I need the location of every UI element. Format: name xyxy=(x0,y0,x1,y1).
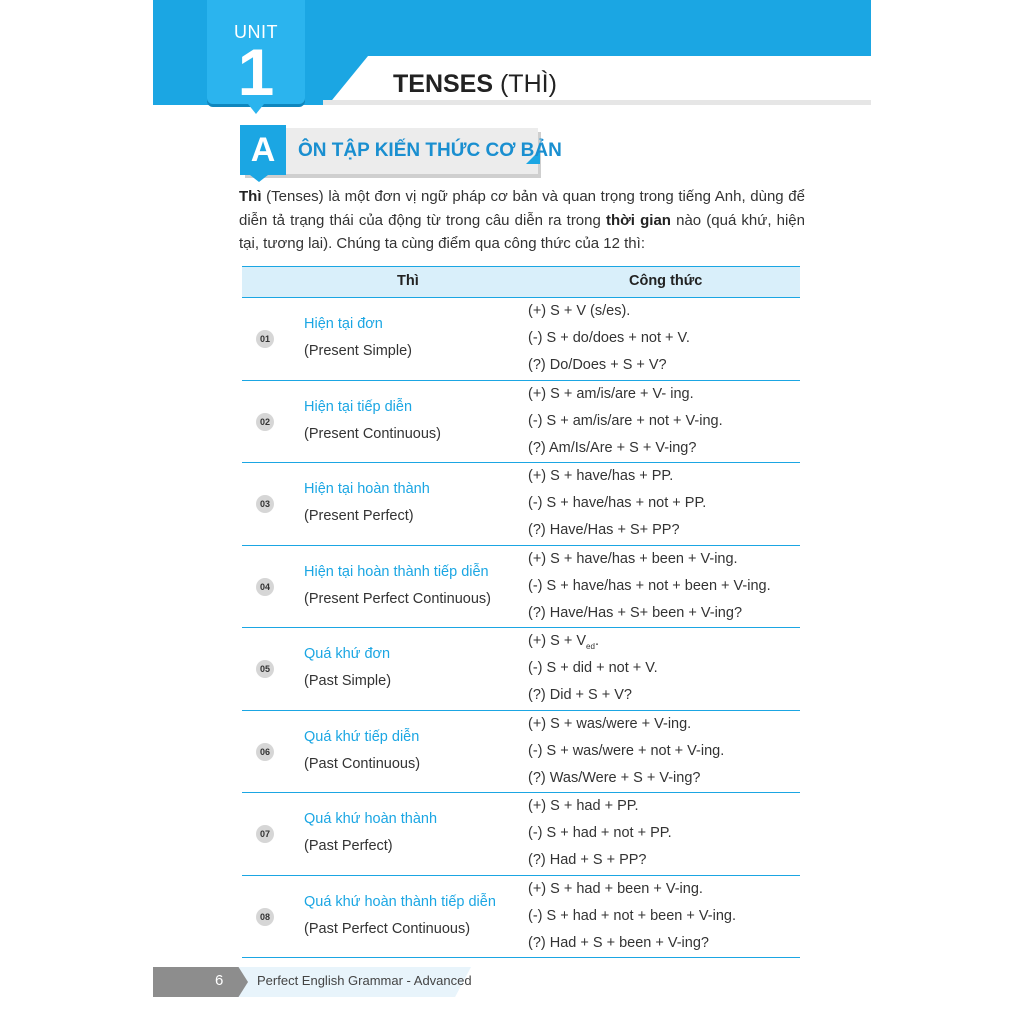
row-number: 01 xyxy=(256,330,274,348)
unit-label: UNIT xyxy=(234,22,278,42)
formula-positive: (+) S + have/has + been + V-ing. xyxy=(528,550,738,567)
book-title: Perfect English Grammar - Advanced xyxy=(257,973,472,988)
tense-name-vi: Hiện tại hoàn thành tiếp diễn xyxy=(304,563,489,580)
formula-negative: (-) S + am/is/are + not + V-ing. xyxy=(528,412,723,429)
row-number: 08 xyxy=(256,908,274,926)
formula-question: (?) Have/Has + S+ PP? xyxy=(528,522,680,538)
tense-name-vi: Quá khứ tiếp diễn xyxy=(304,728,420,745)
table-row xyxy=(242,463,800,546)
row-number: 02 xyxy=(256,413,274,431)
formula-positive: (+) S + was/were + V-ing. xyxy=(528,715,692,732)
table-row xyxy=(242,546,800,629)
page-title xyxy=(393,70,557,99)
table-row xyxy=(242,793,800,876)
formula-question: (?) Do/Does + S + V? xyxy=(528,357,667,373)
tense-name-en: (Past Continuous) xyxy=(304,755,421,772)
formula-negative: (-) S + did + not + V. xyxy=(528,660,658,676)
tense-name-en: (Past Perfect Continuous) xyxy=(304,920,471,937)
header-tense: Thì xyxy=(397,273,419,289)
intro-part2: nào (quá khứ, hiện tại, tương lai). Chúng ta cùng điểm qua công thức của 12 thì: xyxy=(239,211,805,252)
intro-paragraph xyxy=(239,185,805,256)
header-formula: Công thức xyxy=(629,273,703,289)
table-row xyxy=(242,298,800,381)
formula-question: (?) Had + S + PP? xyxy=(528,852,647,868)
formula-negative: (-) S + have/has + not + been + V-ing. xyxy=(528,577,771,594)
title-strip-shadow xyxy=(323,100,871,105)
section-title: ÔN TẬP KIẾN THỨC CƠ BẢN xyxy=(298,140,562,161)
page-title-main: TENSES xyxy=(393,70,494,98)
unit-tab xyxy=(207,0,305,109)
formula-negative: (-) S + do/does + not + V. xyxy=(528,330,690,346)
formula-positive-main: (+) S + V xyxy=(528,633,587,649)
formula-positive: (+) S + have/has + PP. xyxy=(528,468,674,484)
tense-name-vi: Hiện tại hoàn thành xyxy=(304,481,430,497)
tense-name-en: (Present Perfect) xyxy=(304,508,414,524)
section-letter: A xyxy=(240,125,286,175)
table-header xyxy=(242,266,800,298)
row-number: 04 xyxy=(256,578,274,596)
intro-keyword: thời gian xyxy=(605,211,671,229)
table-row xyxy=(242,628,800,711)
intro-term: Thì xyxy=(239,188,262,205)
formula-question: (?) Had + S + been + V-ing? xyxy=(528,934,709,951)
tense-name-vi: Hiện tại tiếp diễn xyxy=(304,398,413,415)
formula-negative: (-) S + have/has + not + PP. xyxy=(528,495,707,511)
formula-subscript: ed xyxy=(586,641,595,651)
formula-positive: (+) S + am/is/are + V- ing. xyxy=(528,385,694,402)
formula-positive xyxy=(528,633,599,651)
formula-question: (?) Did + S + V? xyxy=(528,687,632,703)
page-number-box xyxy=(153,967,248,997)
row-number: 06 xyxy=(256,743,274,761)
formula-negative: (-) S + had + not + PP. xyxy=(528,825,672,841)
tense-name-en: (Present Continuous) xyxy=(304,425,442,442)
row-number: 07 xyxy=(256,825,274,843)
tense-name-vi: Quá khứ đơn xyxy=(304,646,391,662)
formula-question: (?) Am/Is/Are + S + V-ing? xyxy=(528,439,697,456)
tense-name-en: (Past Perfect) xyxy=(304,838,393,854)
table-row xyxy=(242,876,800,959)
tense-name-vi: Quá khứ hoàn thành xyxy=(304,811,438,827)
page-number: 6 xyxy=(215,972,224,989)
formula-negative: (-) S + was/were + not + V-ing. xyxy=(528,742,725,759)
tense-name-en: (Present Simple) xyxy=(304,343,412,359)
table-row xyxy=(242,711,800,794)
tense-name-en: (Past Simple) xyxy=(304,673,392,689)
formula-negative: (-) S + had + not + been + V-ing. xyxy=(528,907,736,924)
formula-question: (?) Have/Has + S+ been + V-ing? xyxy=(528,604,743,621)
tense-name-vi: Quá khứ hoàn thành tiếp diễn xyxy=(304,893,496,910)
tense-name-vi: Hiện tại đơn xyxy=(304,316,383,332)
formula-positive: (+) S + had + PP. xyxy=(528,798,639,814)
unit-tab-pointer xyxy=(248,104,264,114)
formula-positive: (+) S + had + been + V-ing. xyxy=(528,880,703,897)
section-letter-tail xyxy=(250,175,268,182)
formula-question: (?) Was/Were + S + V-ing? xyxy=(528,769,701,786)
tenses-table xyxy=(242,266,800,958)
table-row xyxy=(242,381,800,464)
row-number: 05 xyxy=(256,660,274,678)
book-page xyxy=(153,0,871,1024)
formula-positive-end: . xyxy=(594,633,599,649)
row-number: 03 xyxy=(256,495,274,513)
formula-positive: (+) S + V (s/es). xyxy=(528,303,631,319)
intro-part1: (Tenses) là một đơn vị ngữ pháp cơ bản và quan trọng trong tiếng Anh, dùng để diễn tả trạng thái của động từ trong câu diễn ra trong xyxy=(239,188,805,229)
page-title-sub: (THÌ) xyxy=(499,70,557,98)
unit-number: 1 xyxy=(237,35,275,109)
tense-name-en: (Present Perfect Continuous) xyxy=(304,590,491,607)
